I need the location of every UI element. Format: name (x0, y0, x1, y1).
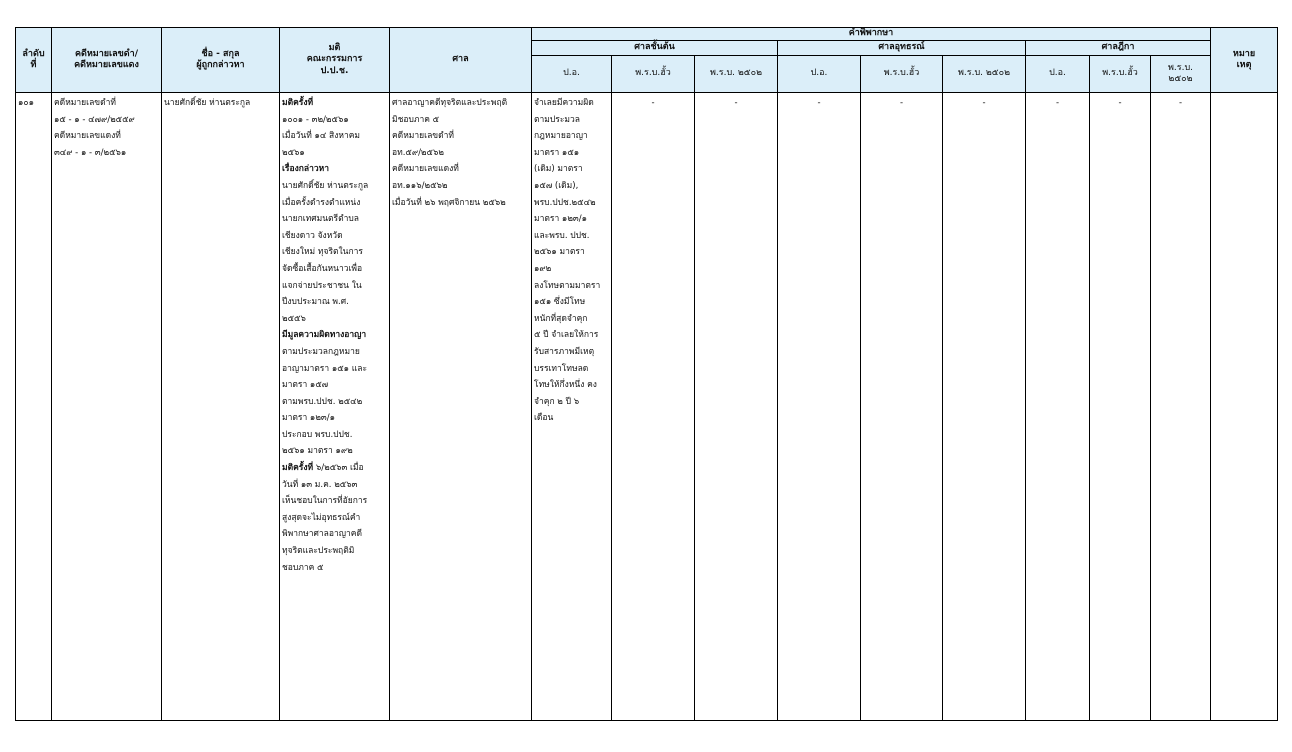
first-pa-line: ๑๕๗ (เดิม), (534, 180, 579, 191)
court-line: คดีหมายเลขดำที่ (392, 131, 454, 142)
resolution-line: ตามพรบ.ปปช. ๒๕๔๒ (282, 396, 363, 407)
court-line: อท.๕๙/๒๕๖๒ (392, 147, 444, 158)
cell-court (390, 93, 532, 721)
resolution-line: มติครั้งที่ ๖/๒๕๖๓ เมื่อ (282, 463, 364, 474)
court-line: เมื่อวันที่ ๒๖ พฤศจิกายน ๒๕๖๒ (392, 197, 506, 208)
resolution-line: นายกเทศมนตรีตำบล (282, 214, 360, 225)
first-pa-line: โทษให้กึ่งหนึ่ง คง (534, 380, 597, 391)
resolution-line: ๒๕๖๑ (282, 147, 305, 158)
first-pa-line: ๕ ปี จำเลยให้การ (534, 330, 599, 341)
cell-supreme-prb-2502: - (1151, 93, 1211, 721)
first-pa-line: พรบ.ปปช.๒๕๔๒ (534, 197, 596, 208)
court-line: อท.๑๑๖/๒๕๖๒ (392, 180, 448, 191)
court-lines (392, 95, 529, 211)
resolution-line: เมื่อวันที่ ๑๔ สิงหาคม (282, 131, 361, 142)
resolution-line: ประกอบ พรบ.ปปช. (282, 429, 353, 440)
resolution-line: ๒๕๕๖ (282, 313, 306, 324)
header-appeal-prb-2502: พ.ร.บ. ๒๕๐๒ (943, 56, 1026, 93)
header-supreme-pa: ป.อ. (1026, 56, 1090, 93)
header-court: ศาล (390, 28, 532, 93)
header-first-prb-a: พ.ร.บ.ฮั้ว (612, 56, 695, 93)
header-first-court: ศาลชั้นต้น (532, 41, 778, 56)
resolution-line: ชอบภาค ๕ (282, 562, 324, 573)
resolution-line: มติครั้งที่ (282, 98, 314, 108)
resolution-line: ๑๐๐๑ - ๓๒/๒๕๖๑ (282, 114, 349, 125)
header-resolution: มติ คณะกรรมการ ป.ป.ช. (280, 28, 390, 93)
resolution-line: สูงสุดจะไม่อุทธรณ์คำ (282, 512, 361, 523)
cell-supreme-prb-a: - (1090, 93, 1151, 721)
cell-appeal-pa: - (778, 93, 861, 721)
first-pa-line: มาตรา ๑๒๓/๑ (534, 214, 588, 225)
resolution-line: พิพากษาศาลอาญาคดี (282, 529, 362, 540)
first-pa-line: จำคุก ๒ ปี ๖ (534, 396, 580, 407)
resolution-line-bold: มติครั้งที่ (282, 463, 314, 474)
header-supreme-court: ศาลฎีกา (1026, 41, 1211, 56)
judgment-table (15, 27, 1278, 721)
header-judgment: คำพิพากษา (532, 28, 1211, 41)
header-seq: ลำดับ ที่ (16, 28, 52, 93)
resolution-line: มาตรา ๑๒๓/๑ (282, 413, 336, 424)
resolution-line: เรื่องกล่าวหา (282, 164, 330, 175)
resolution-lines (282, 95, 387, 576)
header-first-pa: ป.อ. (532, 56, 612, 93)
first-pa-line: บรรเทาโทษลด (534, 363, 589, 374)
case-line: คดีหมายเลขแดงที่ (54, 131, 121, 142)
resolution-line: มาตรา ๑๕๗ (282, 380, 329, 391)
first-pa-lines (534, 95, 609, 427)
first-pa-line: จำเลยมีความผิด (534, 98, 594, 108)
cell-resolution (280, 93, 390, 721)
first-pa-line: หนักที่สุดจำคุก (534, 313, 588, 324)
cell-appeal-prb-2502: - (943, 93, 1026, 721)
cell-first-pa (532, 93, 612, 721)
resolution-line: นายศักดิ์ชัย ห่านตระกูล (282, 180, 369, 191)
first-pa-line: กฎหมายอาญา (534, 131, 588, 142)
first-pa-line: ลงโทษตามมาตรา (534, 280, 601, 291)
cell-case-number (52, 93, 162, 721)
resolution-line: ตามประมวลกฎหมาย (282, 346, 360, 357)
cell-first-prb-a: - (612, 93, 695, 721)
header-case-number: คดีหมายเลขดำ/ คดีหมายเลขแดง (52, 28, 162, 93)
cell-first-prb-2502: - (695, 93, 778, 721)
judgment-table-sheet (15, 27, 1278, 721)
first-pa-line: ๒๕๖๑ มาตรา (534, 247, 585, 258)
resolution-line: ปีงบประมาณ พ.ศ. (282, 297, 349, 308)
first-pa-line: และพรบ. ปปช. (534, 230, 590, 241)
court-line: มิชอบภาค ๕ (392, 114, 440, 125)
court-line: ศาลอาญาคดีทุจริตและประพฤติ (392, 98, 508, 108)
header-first-prb-2502: พ.ร.บ. ๒๕๐๒ (695, 56, 778, 93)
first-pa-line: มาตรา ๑๕๑ (534, 147, 580, 158)
first-pa-line: ๑๙๒ (534, 263, 552, 274)
court-line: คดีหมายเลขแดงที่ (392, 164, 459, 175)
resolution-line: วันที่ ๑๓ ม.ค. ๒๕๖๓ (282, 479, 358, 490)
cell-supreme-pa: - (1026, 93, 1090, 721)
cell-remark (1211, 93, 1278, 721)
case-line: คดีหมายเลขดำที่ (54, 98, 116, 108)
first-pa-line: รับสารภาพมีเหตุ (534, 346, 595, 357)
resolution-line: เชียงใหม่ ทุจริตในการ (282, 247, 363, 258)
resolution-line: แจกจ่ายประชาชน ใน (282, 280, 362, 291)
header-appeal-pa: ป.อ. (778, 56, 861, 93)
resolution-line: ทุจริตและประพฤติมิ (282, 546, 355, 557)
header-supreme-prb-2502: พ.ร.บ. ๒๕๐๒ (1151, 56, 1211, 93)
first-pa-line: เดือน (534, 413, 554, 424)
resolution-line: เมื่อครั้งดำรงตำแหน่ง (282, 197, 361, 208)
resolution-line: จัดซื้อเสื้อกันหนาวเพื่อ (282, 263, 363, 274)
resolution-line: ๒๕๖๑ มาตรา ๑๙๒ (282, 446, 353, 457)
resolution-line: เห็นชอบในการที่อัยการ (282, 496, 368, 507)
case-line: ๑๕ - ๑ - ๔๗๙/๒๕๕๙ (54, 114, 135, 125)
resolution-line: อาญามาตรา ๑๕๑ และ (282, 363, 368, 374)
header-appeal-prb-a: พ.ร.บ.ฮั้ว (861, 56, 943, 93)
table-row (16, 93, 1278, 721)
header-remark: หมาย เหตุ (1211, 28, 1278, 93)
cell-accused-name: นายศักดิ์ชัย ห่านตระกูล (162, 93, 280, 721)
cell-seq: ๑๐๑ (16, 93, 52, 721)
header-accused-name: ชื่อ - สกุล ผู้ถูกกล่าวหา (162, 28, 280, 93)
first-pa-line: ตามประมวล (534, 114, 581, 125)
resolution-line: มีมูลความผิดทางอาญา (282, 330, 367, 341)
first-pa-line: (เดิม) มาตรา (534, 164, 583, 175)
cell-appeal-prb-a: - (861, 93, 943, 721)
header-appeal-court: ศาลอุทธรณ์ (778, 41, 1026, 56)
header-supreme-prb-a: พ.ร.บ.ฮั้ว (1090, 56, 1151, 93)
case-line: ๓๔๙ - ๑ - ๓/๒๕๖๑ (54, 147, 127, 158)
resolution-line: เชียงดาว จังหวัด (282, 230, 343, 241)
first-pa-line: ๑๕๑ ซึ่งมีโทษ (534, 297, 586, 308)
